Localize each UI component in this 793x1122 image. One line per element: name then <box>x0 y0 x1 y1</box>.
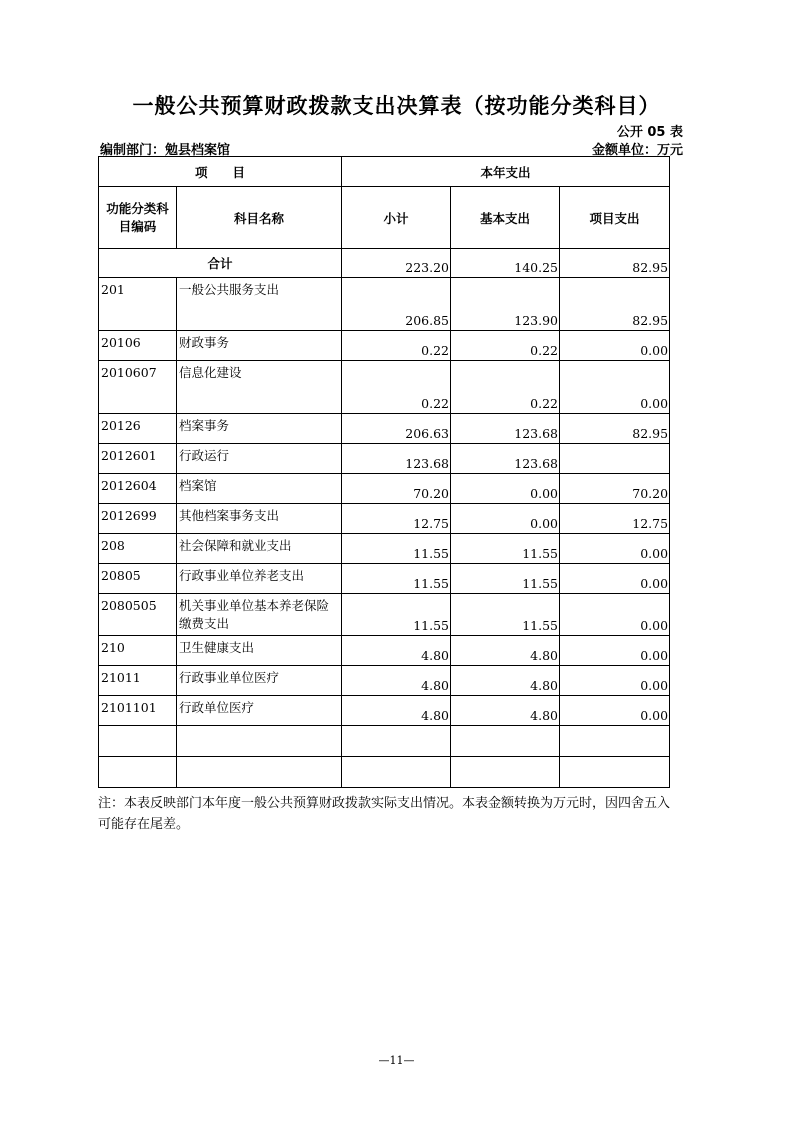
empty-cell <box>451 757 560 788</box>
row-code: 208 <box>99 534 177 564</box>
table-row <box>99 504 670 534</box>
row-project: 0.00 <box>560 564 670 594</box>
row-subtotal: 11.55 <box>342 564 451 594</box>
table-row <box>99 331 670 361</box>
row-subtotal: 0.22 <box>342 331 451 361</box>
empty-cell <box>99 726 177 757</box>
row-project: 0.00 <box>560 636 670 666</box>
total-project: 82.95 <box>560 249 670 278</box>
table-row <box>99 636 670 666</box>
header-this-year: 本年支出 <box>342 157 670 187</box>
empty-cell <box>451 726 560 757</box>
table-row <box>99 474 670 504</box>
row-basic: 0.22 <box>451 361 560 414</box>
row-project: 70.20 <box>560 474 670 504</box>
footnote: 注：本表反映部门本年度一般公共预算财政拨款实际支出情况。本表金额转换为万元时，因四舍五入可能存在尾差。 <box>98 796 671 832</box>
row-subtotal: 0.22 <box>342 361 451 414</box>
row-code: 20126 <box>99 414 177 444</box>
row-basic: 0.00 <box>451 474 560 504</box>
row-name: 行政运行 <box>177 444 342 474</box>
empty-cell <box>342 726 451 757</box>
header-basic: 基本支出 <box>451 187 560 249</box>
row-code: 21011 <box>99 666 177 696</box>
row-basic: 123.68 <box>451 414 560 444</box>
row-project: 0.00 <box>560 331 670 361</box>
row-name: 机关事业单位基本养老保险缴费支出 <box>177 594 342 636</box>
row-code: 2012601 <box>99 444 177 474</box>
row-subtotal: 206.63 <box>342 414 451 444</box>
row-subtotal: 12.75 <box>342 504 451 534</box>
header-name: 科目名称 <box>177 187 342 249</box>
unit-label: 金额单位：万元 <box>591 143 683 158</box>
table-row <box>99 696 670 726</box>
page-title: 一般公共预算财政拨款支出决算表（按功能分类科目） <box>132 94 661 118</box>
row-subtotal: 206.85 <box>342 278 451 331</box>
row-basic: 4.80 <box>451 666 560 696</box>
row-project: 0.00 <box>560 594 670 636</box>
page-number: —11— <box>378 1054 415 1067</box>
row-code: 2080505 <box>99 594 177 636</box>
row-subtotal: 123.68 <box>342 444 451 474</box>
total-row <box>99 249 670 278</box>
row-name: 一般公共服务支出 <box>177 278 342 331</box>
row-name: 卫生健康支出 <box>177 636 342 666</box>
row-basic: 11.55 <box>451 534 560 564</box>
header-item: 项 目 <box>99 157 342 187</box>
row-name: 行政事业单位医疗 <box>177 666 342 696</box>
row-subtotal: 4.80 <box>342 696 451 726</box>
row-project: 82.95 <box>560 278 670 331</box>
row-subtotal: 70.20 <box>342 474 451 504</box>
table-row <box>99 414 670 444</box>
row-project: 0.00 <box>560 666 670 696</box>
row-name: 档案馆 <box>177 474 342 504</box>
row-basic: 0.00 <box>451 504 560 534</box>
table-row <box>99 278 670 331</box>
row-project: 0.00 <box>560 361 670 414</box>
row-project: 12.75 <box>560 504 670 534</box>
row-code: 2012604 <box>99 474 177 504</box>
total-label: 合计 <box>99 249 342 278</box>
expenditure-table <box>98 156 670 788</box>
row-name: 财政事务 <box>177 331 342 361</box>
header-subtotal: 小计 <box>342 187 451 249</box>
table-row <box>99 444 670 474</box>
row-basic: 4.80 <box>451 636 560 666</box>
row-project <box>560 444 670 474</box>
row-subtotal: 4.80 <box>342 636 451 666</box>
row-basic: 0.22 <box>451 331 560 361</box>
row-code: 210 <box>99 636 177 666</box>
table-row <box>99 594 670 636</box>
row-code: 20805 <box>99 564 177 594</box>
row-basic: 123.90 <box>451 278 560 331</box>
empty-cell <box>177 757 342 788</box>
row-project: 82.95 <box>560 414 670 444</box>
row-name: 档案事务 <box>177 414 342 444</box>
row-subtotal: 4.80 <box>342 666 451 696</box>
empty-cell <box>99 757 177 788</box>
department-label: 编制部门：勉县档案馆 <box>100 143 231 158</box>
table-row <box>99 666 670 696</box>
row-project: 0.00 <box>560 534 670 564</box>
total-basic: 140.25 <box>451 249 560 278</box>
row-subtotal: 11.55 <box>342 534 451 564</box>
row-basic: 11.55 <box>451 564 560 594</box>
row-code: 2012699 <box>99 504 177 534</box>
empty-row <box>99 726 670 757</box>
empty-cell <box>342 757 451 788</box>
row-basic: 4.80 <box>451 696 560 726</box>
row-name: 行政事业单位养老支出 <box>177 564 342 594</box>
row-basic: 11.55 <box>451 594 560 636</box>
row-subtotal: 11.55 <box>342 594 451 636</box>
form-number: 公开 05 表 <box>616 125 683 140</box>
empty-cell <box>560 757 670 788</box>
empty-cell <box>560 726 670 757</box>
row-code: 20106 <box>99 331 177 361</box>
table-row <box>99 361 670 414</box>
row-name: 行政单位医疗 <box>177 696 342 726</box>
table-row <box>99 564 670 594</box>
empty-row <box>99 757 670 788</box>
row-code: 201 <box>99 278 177 331</box>
row-code: 2101101 <box>99 696 177 726</box>
row-code: 2010607 <box>99 361 177 414</box>
row-basic: 123.68 <box>451 444 560 474</box>
header-code: 功能分类科目编码 <box>99 187 177 249</box>
header-project: 项目支出 <box>560 187 670 249</box>
row-name: 社会保障和就业支出 <box>177 534 342 564</box>
row-name: 其他档案事务支出 <box>177 504 342 534</box>
row-project: 0.00 <box>560 696 670 726</box>
table-row <box>99 534 670 564</box>
row-name: 信息化建设 <box>177 361 342 414</box>
empty-cell <box>177 726 342 757</box>
total-subtotal: 223.20 <box>342 249 451 278</box>
